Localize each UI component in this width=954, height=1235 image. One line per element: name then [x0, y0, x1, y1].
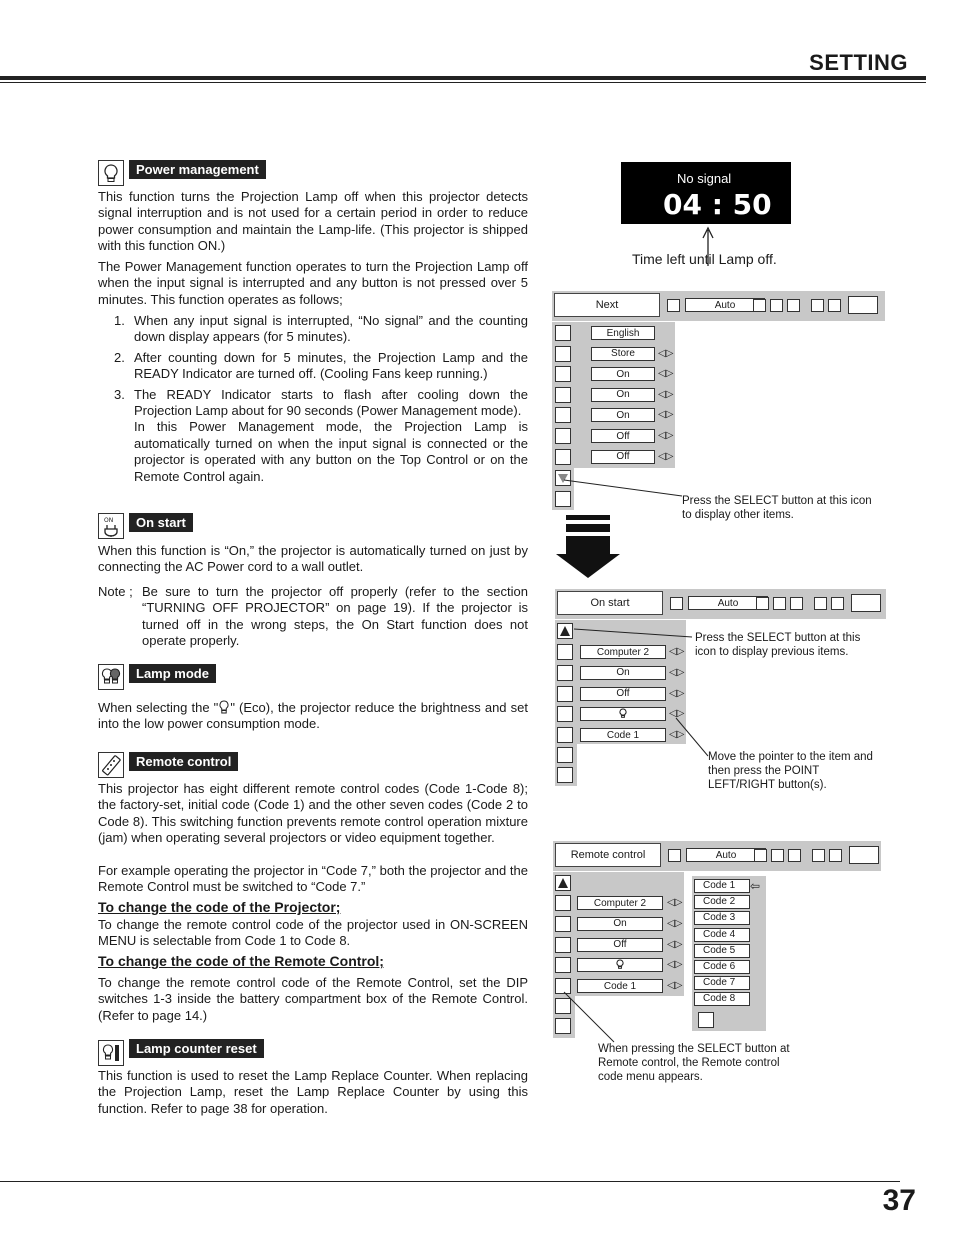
on-start-heading: On start — [129, 513, 193, 532]
menu-value[interactable]: On — [591, 388, 655, 402]
menu-item-icon[interactable] — [555, 325, 571, 341]
left-right-arrows-icon[interactable]: ◁▷ — [658, 450, 674, 462]
remote-control-heading: Remote control — [129, 752, 238, 771]
auto-button[interactable]: Auto — [688, 596, 768, 610]
menu-item-icon[interactable] — [555, 449, 571, 465]
code-option[interactable]: Code 3 — [694, 911, 750, 925]
input-icon[interactable] — [670, 597, 683, 610]
menu-title[interactable]: Remote control — [555, 843, 661, 867]
menu-item-icon[interactable] — [555, 916, 571, 932]
color-icon[interactable] — [788, 849, 801, 862]
menu-value[interactable]: Off — [580, 687, 666, 701]
footer-rule — [0, 1181, 900, 1182]
menu-exit-icon[interactable] — [851, 594, 881, 612]
image-icon[interactable] — [754, 849, 767, 862]
svg-text:ON: ON — [104, 517, 114, 524]
menu-item-icon[interactable] — [555, 937, 571, 953]
code-option[interactable]: Code 4 — [694, 928, 750, 942]
section-title: SETTING — [809, 50, 908, 75]
menu-item-icon[interactable] — [555, 895, 571, 911]
menu-item-icon[interactable] — [557, 706, 573, 722]
menu3-caption: When pressing the SELECT button at Remote control, the Remote control code menu appears. — [598, 1043, 790, 1083]
left-right-arrows-icon[interactable]: ◁▷ — [667, 917, 683, 929]
exit-icon[interactable] — [557, 767, 573, 783]
sound-icon[interactable] — [828, 299, 841, 312]
left-right-arrows-icon[interactable]: ◁▷ — [669, 729, 685, 741]
scroll-up-icon[interactable] — [555, 875, 571, 891]
down-arrow-icon — [556, 534, 620, 578]
subheading-projector-code: To change the code of the Projector; — [98, 899, 341, 915]
menu1-caption: Press the SELECT button at this icon to display other items. — [682, 495, 872, 521]
screen-icon[interactable] — [770, 299, 783, 312]
menu-value[interactable]: On — [580, 666, 666, 680]
eco-lamp-icon — [616, 959, 624, 972]
remote-control-icon — [98, 752, 124, 778]
left-right-arrows-icon[interactable]: ◁▷ — [667, 959, 683, 971]
menu-value[interactable]: Off — [577, 938, 663, 952]
left-right-arrows-icon[interactable]: ◁▷ — [667, 980, 683, 992]
setting-icon[interactable] — [811, 299, 824, 312]
no-signal-text: No signal — [677, 171, 732, 186]
projector-code-text: To change the remote control code of the projector used in ON-SCREEN MENU is selectable from Code 1 to Code 8. — [98, 917, 528, 949]
callout-line-1 — [560, 476, 690, 500]
left-right-arrows-icon[interactable]: ◁▷ — [658, 409, 674, 421]
code-option[interactable]: Code 5 — [694, 944, 750, 958]
setting-icon[interactable] — [812, 849, 825, 862]
screen-icon[interactable] — [773, 597, 786, 610]
left-right-arrows-icon[interactable]: ◁▷ — [667, 897, 683, 908]
menu-value[interactable]: On — [591, 408, 655, 422]
code-option[interactable]: Code 1 — [694, 879, 750, 893]
menu-value[interactable]: On — [591, 367, 655, 381]
scroll-up-icon[interactable] — [557, 623, 573, 639]
lamp-counter-icon — [98, 1040, 124, 1066]
menu-value[interactable]: Off — [591, 429, 655, 443]
menu-item-icon[interactable] — [557, 665, 573, 681]
step-item: 3. The READY Indicator starts to flash after cooling down the Projection Lamp about for 90 seconds (Power Management mode). In this Power Management mode, the Projection Lamp is automatically turned on when the input signal is connected or the projector is operated with any button on the Top Control or on the Remote Control again. — [114, 386, 528, 484]
menu-item-icon[interactable] — [555, 957, 571, 973]
remote-control-p2: For example operating the projector in “Code 7,” both the projector and the Remote Control must be switched to “Code 7.” — [98, 863, 528, 895]
lamp-counter-heading: Lamp counter reset — [129, 1039, 264, 1058]
page-number: 37 — [882, 1184, 916, 1217]
time-left-caption: Time left until Lamp off. — [632, 251, 777, 267]
menu-item-icon[interactable] — [555, 428, 571, 444]
left-right-arrows-icon[interactable]: ◁▷ — [658, 430, 674, 441]
countdown-text: 04 : 50 — [663, 188, 772, 221]
arrow-bar — [566, 515, 610, 520]
callout-line-4 — [560, 990, 620, 1046]
auto-button[interactable]: Auto — [685, 298, 765, 312]
arrow-bar — [566, 524, 610, 532]
power-management-steps — [98, 313, 528, 489]
menu-value[interactable]: Code 1 — [577, 979, 663, 993]
lamp-mode-p1: When selecting the " " (Eco), the projector reduce the brightness and set into the low power consumption mode. — [98, 700, 528, 732]
menu-3-panel — [553, 872, 684, 996]
note-prefix: Note ; — [98, 584, 133, 599]
menu-exit-icon[interactable] — [849, 846, 879, 864]
lamp-icon — [98, 160, 124, 186]
power-management-p1: This function turns the Projection Lamp off when this projector detects signal interruption and is not used for a certain period in order to reduce power consumption and maintain the Lamp-life. (This projector is shipped with this function ON.) — [98, 189, 528, 254]
on-start-note — [98, 584, 528, 650]
lamp-mode-icon — [98, 664, 124, 690]
color-icon[interactable] — [787, 299, 800, 312]
menu-value[interactable] — [577, 958, 663, 972]
left-right-arrows-icon[interactable]: ◁▷ — [658, 347, 674, 359]
callout-line-3 — [672, 716, 712, 760]
lamp-mode-heading: Lamp mode — [129, 664, 216, 683]
left-right-arrows-icon[interactable]: ◁▷ — [669, 708, 685, 720]
code-option[interactable]: Code 6 — [694, 960, 750, 974]
eco-lamp-icon — [619, 708, 627, 721]
left-right-arrows-icon[interactable]: ◁▷ — [669, 687, 685, 699]
left-right-arrows-icon[interactable]: ◁▷ — [658, 368, 674, 380]
power-management-p2: The Power Management function operates to turn the Projection Lamp off when the input signal is interrupted and any button is not pressed over 5 minutes. This function operates as follows; — [98, 259, 528, 307]
menu-bar-3 — [553, 841, 881, 871]
eco-lamp-icon — [218, 700, 230, 714]
selected-code-pointer-icon: ⇦ — [750, 879, 761, 893]
menu-icon[interactable] — [557, 747, 573, 763]
menu-bar-2 — [555, 589, 886, 619]
power-management-heading: Power management — [129, 160, 266, 179]
code-option[interactable]: Code 2 — [694, 895, 750, 909]
menu-value[interactable]: Computer 2 — [580, 645, 666, 659]
menu-value[interactable]: Store — [591, 347, 655, 361]
color-icon[interactable] — [790, 597, 803, 610]
step-3-extra: In this Power Management mode, the Projection Lamp is automatically turned on when the input signal is connected or the projector is operated with any button on the Top Control or on the Remote Control again. — [134, 419, 528, 484]
header-rule — [0, 76, 926, 80]
lamp-counter-p1: This function is used to reset the Lamp Replace Counter. When replacing the Projection Lamp, reset the Lamp Replace Counter by using this function. Refer to page 38 for operation. — [98, 1068, 528, 1116]
screen-icon[interactable] — [771, 849, 784, 862]
menu-value[interactable]: On — [577, 917, 663, 931]
remote-code-text: To change the remote control code of the Remote Control, set the DIP switches 1-3 inside the battery compartment box of the Remote Control. (Refer to page 14.) — [98, 975, 528, 1023]
step-item: 2. After counting down for 5 minutes, the Projection Lamp and the READY Indicator are turned off. (Cooling Fans keep running.) — [114, 349, 528, 382]
menu-value[interactable]: English — [591, 326, 655, 340]
menu-value[interactable]: Off — [591, 450, 655, 464]
menu-item-icon[interactable] — [555, 346, 571, 362]
step-item: 1. When any input signal is interrupted, “No signal” and the counting down display appears (for 5 minutes). — [114, 313, 528, 345]
image-icon[interactable] — [756, 597, 769, 610]
on-start-p1: When this function is “On,” the projector is automatically turned on just by connecting the AC Power cord to a wall outlet. — [98, 543, 528, 575]
code-option[interactable]: Code 8 — [694, 992, 750, 1006]
code-exit-icon[interactable] — [698, 1012, 714, 1028]
left-right-arrows-icon[interactable]: ◁▷ — [667, 938, 683, 950]
menu-item-icon[interactable] — [555, 407, 571, 423]
menu-title[interactable]: Next — [554, 293, 660, 317]
header-rule-thin — [0, 82, 926, 83]
note-text: Be sure to turn the projector off properly (refer to the section “TURNING OFF PROJECTOR” on page 19). If the projector is turned off in the wrong steps, the On Start function does not operate properly. — [142, 584, 528, 649]
on-start-icon — [98, 513, 124, 539]
menu2-caption-2: Move the pointer to the item and then press the POINT LEFT/RIGHT button(s). — [708, 751, 873, 791]
callout-line-2 — [572, 626, 696, 640]
setting-icon[interactable] — [814, 597, 827, 610]
input-icon[interactable] — [667, 299, 680, 312]
auto-button[interactable]: Auto — [686, 848, 766, 862]
remote-control-p1: This projector has eight different remote control codes (Code 1-Code 8); the factory-set, initial code (Code 1) and the other seven codes (Code 2 to Code 8). This switching function prevents remote control operation mixture (jam) when operating several projectors or video equipment together. — [98, 781, 528, 846]
menu-item-icon[interactable] — [557, 686, 573, 702]
menu-item-icon[interactable] — [555, 387, 571, 403]
left-right-arrows-icon[interactable]: ◁▷ — [669, 646, 685, 657]
menu-value[interactable]: Computer 2 — [577, 896, 663, 910]
menu-item-icon[interactable] — [557, 727, 573, 743]
sound-icon[interactable] — [829, 849, 842, 862]
menu-item-icon[interactable] — [555, 366, 571, 382]
menu2-caption-1: Press the SELECT button at this icon to display previous items. — [695, 632, 861, 658]
sound-icon[interactable] — [831, 597, 844, 610]
left-right-arrows-icon[interactable]: ◁▷ — [669, 666, 685, 678]
input-icon[interactable] — [668, 849, 681, 862]
subheading-remote-code: To change the code of the Remote Control; — [98, 953, 384, 969]
menu-item-icon[interactable] — [557, 644, 573, 660]
left-right-arrows-icon[interactable]: ◁▷ — [658, 388, 674, 400]
menu-title[interactable]: On start — [557, 591, 663, 615]
no-signal-display — [621, 162, 791, 224]
menu-value[interactable]: Code 1 — [580, 728, 666, 742]
menu-exit-icon[interactable] — [848, 296, 878, 314]
menu-bar-1 — [552, 291, 885, 321]
image-icon[interactable] — [753, 299, 766, 312]
menu-value[interactable] — [580, 707, 666, 721]
code-option[interactable]: Code 7 — [694, 976, 750, 990]
